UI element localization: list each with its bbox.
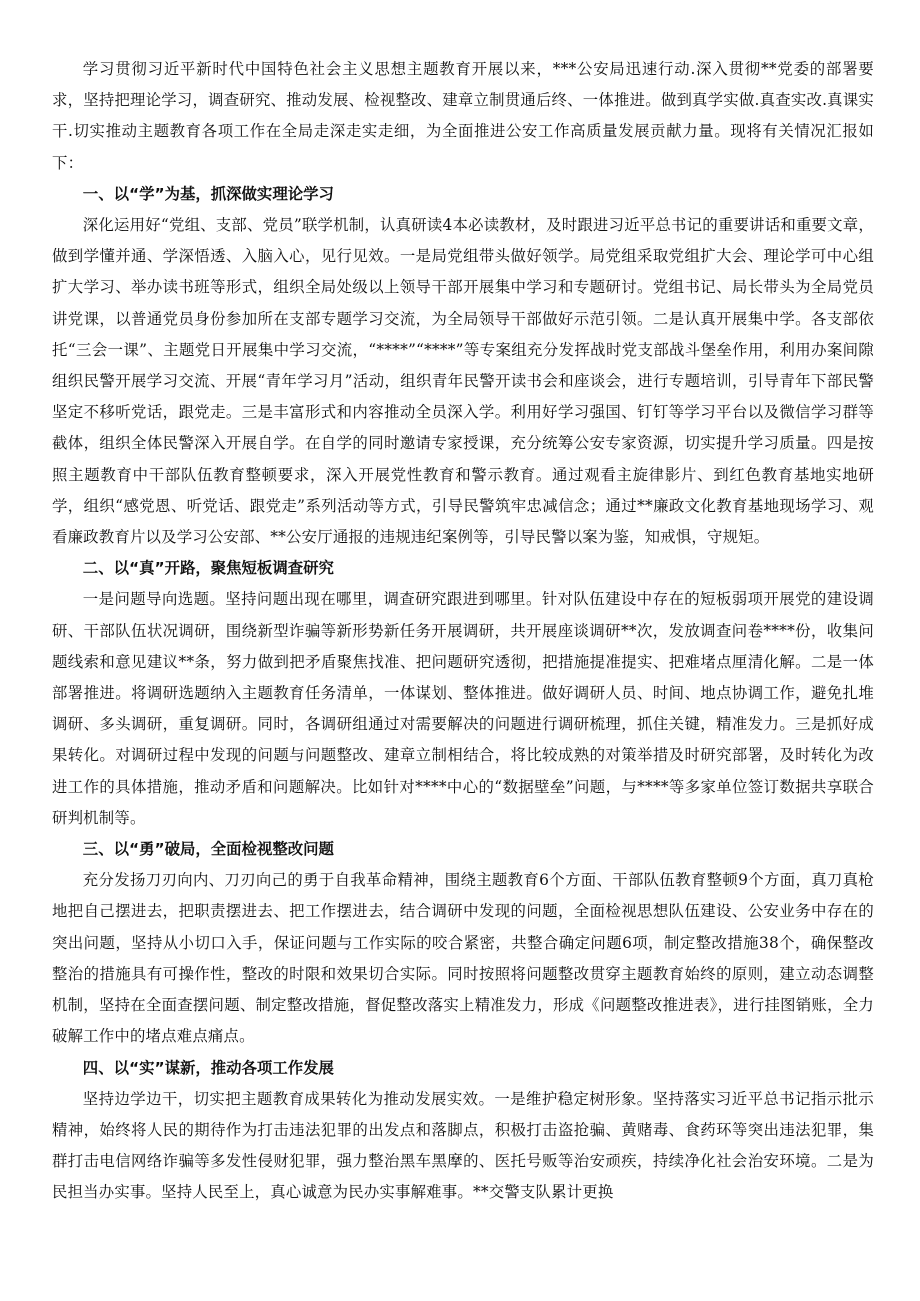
- section-1-heading: 一、以“学”为基，抓深做实理论学习: [82, 184, 334, 203]
- section-2-heading: 二、以“真”开路，聚焦短板调查研究: [82, 559, 334, 578]
- intro-paragraph: 学习贯彻习近平新时代中国特色社会主义思想主题教育开展以来，***公安局迅速行动.深入贯彻**党委的部署要求，坚持把理论学习，调查研究、推动发展、检视整改、建章立制贯通后终、一体推进。做到真学实做.真查实改.真课实干.切实推动主题教育各项工作在全局走深走实走细，为全面推进公安工作高质量发展贡献力量。现将有关情况汇报如下：: [52, 60, 874, 172]
- section-3-body: 充分发扬刀刃向内、刀刃向己的勇于自我革命精神，围绕主题教育6个方面、干部队伍教育整顿9个方面，真刀真枪地把自己摆进去，把职责摆进去、把工作摆进去，结合调研中发现的问题，全面检视思想队伍建设、公安业务中存在的突出问题，坚持从小切口入手，保证问题与工作实际的咬合紧密，共整合确定问题6项，制定整改措施38个，确保整改整治的措施具有可操作性，整改的时限和效果切合实际。同时按照将问题整改贯穿主题教育始终的原则，建立动态调整机制，坚持在全面查摆问题、制定整改措施，督促整改落实上精准发力，形成《问题整改推进表》，进行挂图销账，全力破解工作中的堵点难点痛点。: [52, 871, 874, 1046]
- section-1-body: 深化运用好“党组、支部、党员”联学机制，认真研读4本必读教材，及时跟进习近平总书记的重要讲话和重要文章，做到学懂并通、学深悟透、入脑入心，见行见效。一是局党组带头做好领学。局党组采取党组扩大会、理论学可中心组扩大学习、举办读书班等形式，组织全局处级以上领导干部开展集中学习和专题研讨。党组书记、局长带头为全局党员讲党课，以普通党员身份参加所在支部专题学习交流，为全局领导干部做好示范引领。二是认真开展集中学。各支部依托“三会一课”、主题党日开展集中学习交流，“****”“****”等专案组充分发挥战时党支部战斗堡垒作用，利用办案间隙组织民警开展学习交流、开展“青年学习月”活动，组织青年民警开读书会和座谈会，进行专题培训，引导青年下部民警坚定不移听党话，跟党走。三是丰富形式和内容推动全员深入学。利用好学习强国、钉钉等学习平台以及微信学习群等截体，组织全体民警深入开展自学。在自学的同时邀请专家授课，充分统筹公安专家资源，切实提升学习质量。四是按照主题教育中干部队伍教育整顿要求，深入开展党性教育和警示教育。通过观看主旋律影片、到红色教育基地实地研学，组织“感党恩、听党话、跟党走”系列活动等方式，引导民警筑牢忠减信念；通过**廉政文化教育基地现场学习、观看廉政教育片以及学习公安部、**公安厅通报的违规违纪案例等，引导民警以案为鉴，知戒惧，守规矩。: [52, 216, 874, 547]
- section-4-heading: 四、以“实”谋新，推动各项工作发展: [82, 1058, 334, 1077]
- section-2-body: 一是问题导向选题。坚持问题出现在哪里，调查研究跟进到哪里。针对队伍建设中存在的短板弱项开展党的建设调研、干部队伍状况调研，围绕新型诈骗等新形势新任务开展调研，共开展座谈调研**次，发放调查问卷****份，收集问题线索和意见建议**条，努力做到把矛盾聚焦找准、把问题研究透彻，把措施提准提实、把难堵点厘清化解。二是一体部署推进。将调研选题纳入主题教育任务清单，一体谋划、整体推进。做好调研人员、时间、地点协调工作，避免扎堆调研、多头调研，重复调研。同时，各调研组通过对需要解决的问题进行调研梳理，抓住关键，精准发力。三是抓好成果转化。对调研过程中发现的问题与问题整改、建章立制相结合，将比较成熟的对策举措及时研究部署，及时转化为改进工作的具体措施，推动矛盾和问题解决。比如针对****中心的“数据壁垒”问题，与****等多家单位签订数据共享联合研判机制等。: [52, 590, 874, 827]
- section-3-heading: 三、以“勇”破局，全面检视整改问题: [82, 840, 334, 859]
- section-4-body: 坚持边学边干，切实把主题教育成果转化为推动发展实效。一是维护稳定树形象。坚持落实习近平总书记指示批示精神，始终将人民的期待作为打击违法犯罪的出发点和落脚点，积极打击盗抢骗、黄赌毒、食药环等突出违法犯罪，集群打击电信网络诈骗等多发性侵财犯罪，强力整治黑车黑摩的、医托号贩等治安顽疾，持续净化社会治安环境。二是为民担当办实事。坚持人民至上，真心诚意为民办实事解难事。**交警支队累计更换: [52, 1089, 874, 1202]
